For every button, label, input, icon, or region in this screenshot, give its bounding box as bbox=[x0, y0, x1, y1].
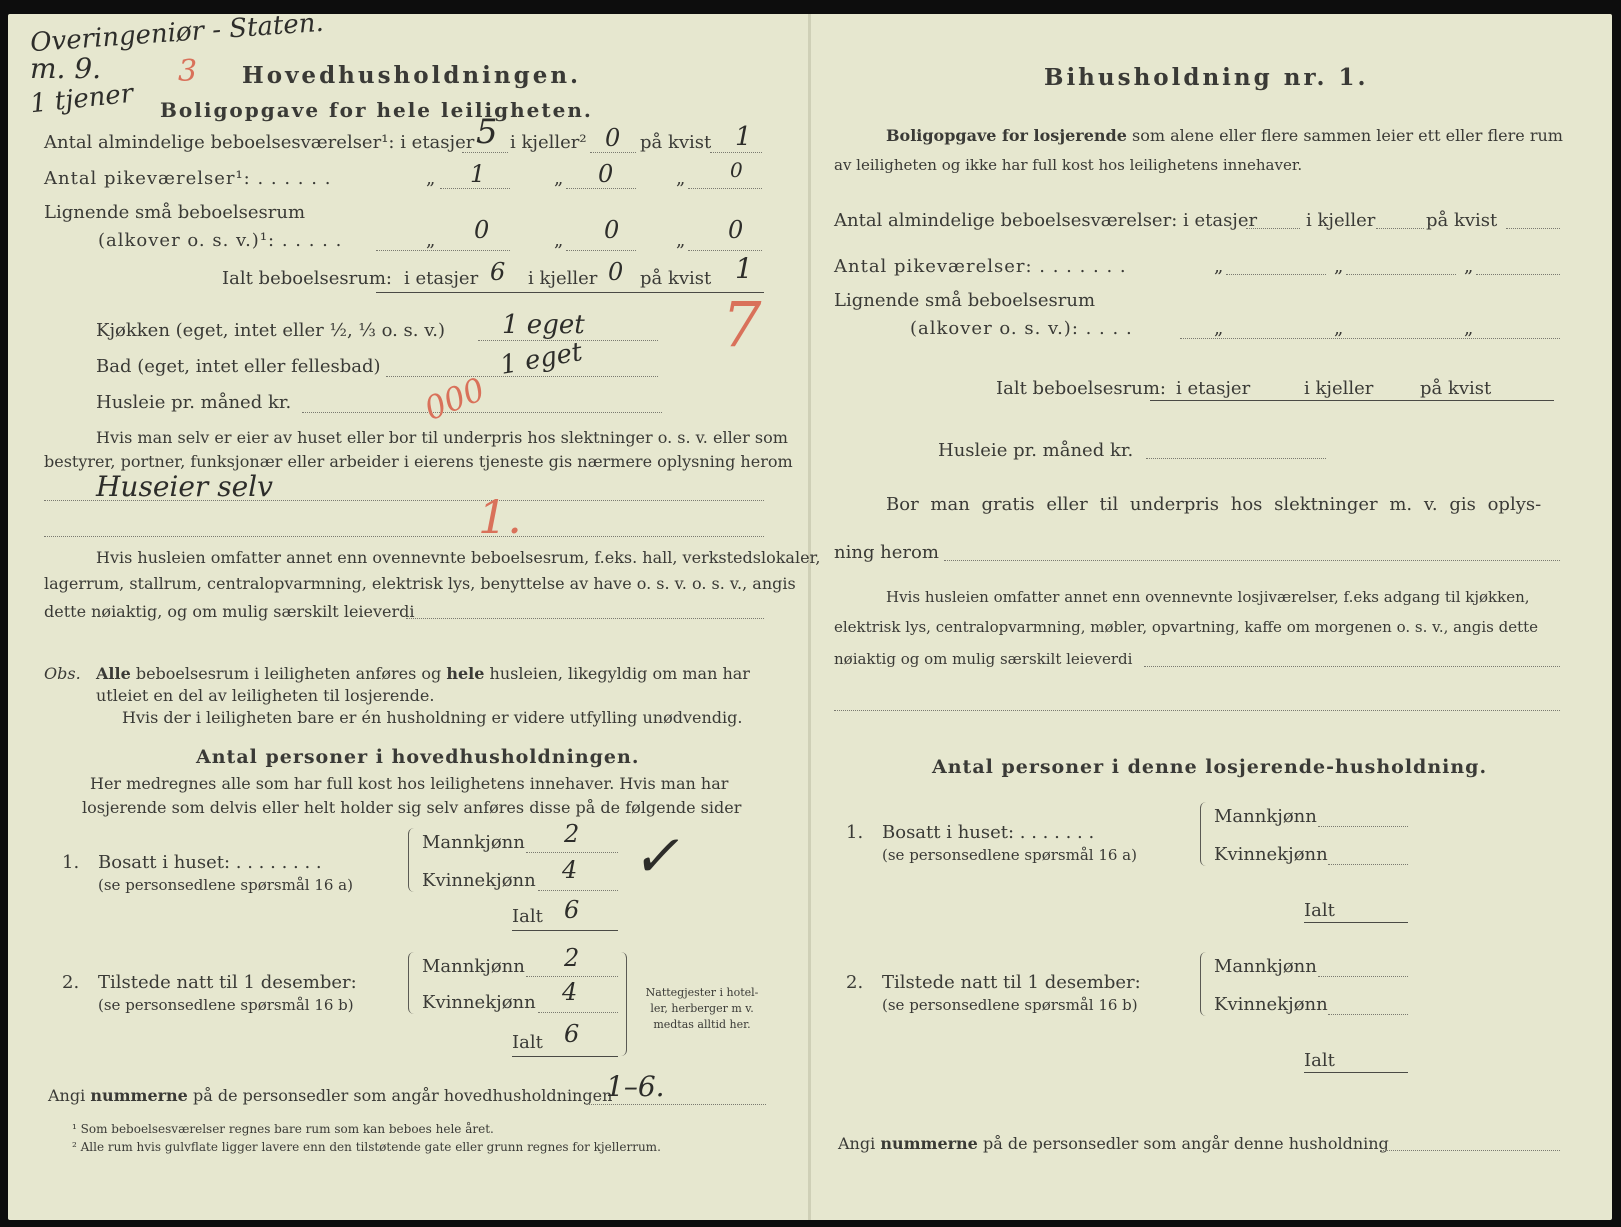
ialt-kjeller-label: i kjeller bbox=[528, 268, 598, 289]
r-gratis-line bbox=[944, 560, 1560, 561]
q1-kvinne-value: 4 bbox=[562, 856, 578, 884]
q1-kvinne-line bbox=[538, 890, 618, 891]
row2-label: Antal pikeværelser¹: . . . . . . bbox=[44, 168, 332, 189]
r-row2-q3: „ bbox=[1464, 256, 1474, 277]
row3-q2: „ bbox=[554, 230, 564, 251]
bad-label: Bad (eget, intet eller fellesbad) bbox=[96, 356, 381, 377]
r-husleie-line bbox=[1146, 458, 1326, 459]
r-ialt-etasjer: i etasjer bbox=[1176, 378, 1251, 399]
obs-hele: hele bbox=[446, 664, 485, 683]
row2-line3 bbox=[688, 188, 762, 189]
q2-sub: (se personsedlene spørsmål 16 b) bbox=[98, 996, 354, 1014]
r-q2-ialt-label: Ialt bbox=[1304, 1050, 1335, 1071]
q2-brace bbox=[408, 952, 417, 1014]
r-q2-mann-label: Mannkjønn bbox=[1214, 956, 1317, 977]
ialt-label: Ialt beboelsesrum: bbox=[222, 268, 392, 289]
row3-line3 bbox=[688, 250, 762, 251]
persons-text-2: losjerende som delvis eller helt holder sig selv anføres disse på de følgende sider bbox=[82, 798, 742, 817]
margin-note-m9: m. 9. bbox=[30, 52, 102, 85]
red-mark-7: 7 bbox=[722, 288, 762, 361]
q2-ialt-label: Ialt bbox=[512, 1032, 543, 1053]
r-angi-line bbox=[838, 1134, 1389, 1153]
row2-value1: 1 bbox=[470, 160, 486, 188]
persons-title: Antal personer i hovedhusholdningen. bbox=[196, 746, 640, 768]
r-angi-a: Angi bbox=[838, 1134, 876, 1153]
kjokken-label: Kjøkken (eget, intet eller ½, ⅓ o. s. v.) bbox=[96, 320, 445, 341]
r-row1-kvist-label: på kvist bbox=[1426, 210, 1498, 231]
husleie-red-value: 000 bbox=[419, 369, 490, 429]
intro-line-2: av leiligheten og ikke har full kost hos leilighetens innehaver. bbox=[834, 156, 1303, 174]
eier-value: Huseier selv bbox=[96, 470, 273, 503]
r-row1-kvist-line bbox=[1506, 228, 1560, 229]
q2-label: Tilstede natt til 1 desember: bbox=[98, 972, 357, 993]
r-angi-c: på de personsedler som angår denne husholdning bbox=[982, 1134, 1389, 1153]
r-row3-label-b: (alkover o. s. v.): . . . . bbox=[910, 318, 1133, 339]
r-angi-nummerne: nummerne bbox=[880, 1134, 978, 1153]
obs-text-1b: beboelsesrum i leiligheten anføres og bbox=[135, 664, 442, 683]
intro-rest: som alene eller flere sammen leier ett eller flere rum bbox=[1131, 126, 1563, 145]
page-fold bbox=[808, 14, 811, 1220]
r-row3-q2: „ bbox=[1334, 318, 1344, 339]
r-row1-kjeller-label: i kjeller bbox=[1306, 210, 1376, 231]
r-row3-q1: „ bbox=[1214, 318, 1224, 339]
eier-text-1: Hvis man selv er eier av huset eller bor til underpris hos slektninger o. s. v. eller som bbox=[96, 428, 788, 447]
natt-note-3: medtas alltid her. bbox=[653, 1018, 751, 1031]
left-title: Hovedhusholdningen. bbox=[242, 62, 582, 89]
row1-kvist-value: 1 bbox=[735, 122, 752, 152]
obs-label: Obs. bbox=[44, 664, 81, 683]
natt-note-2: ler, herberger m v. bbox=[650, 1002, 754, 1015]
obs-alle: Alle bbox=[96, 664, 131, 683]
row2-q1: „ bbox=[426, 168, 436, 189]
q1-mann-line bbox=[526, 852, 618, 853]
r-q2-sub: (se personsedlene spørsmål 16 b) bbox=[882, 996, 1138, 1014]
r-omf-1: Hvis husleien omfatter annet enn ovennevnte losjiværelser, f.eks adgang til kjøkken, bbox=[886, 588, 1530, 606]
row3-value3: 0 bbox=[728, 216, 744, 244]
intro-bold: Boligopgave for losjerende bbox=[886, 126, 1127, 145]
row3-value1: 0 bbox=[474, 216, 490, 244]
ialt-kvist-label: på kvist bbox=[640, 268, 712, 289]
r-row2-q2: „ bbox=[1334, 256, 1344, 277]
omf-text-2: lagerrum, stallrum, centralopvarmning, elektrisk lys, benyttelse av have o. s. v. o. s. v., angis bbox=[44, 574, 796, 593]
r-angi-value-line bbox=[1380, 1150, 1560, 1151]
q2-mann-value: 2 bbox=[564, 944, 580, 972]
q1-sub: (se personsedlene spørsmål 16 a) bbox=[98, 876, 353, 894]
r-row2-line2 bbox=[1346, 274, 1456, 275]
eier-line-2 bbox=[44, 536, 764, 537]
row2-line1 bbox=[440, 188, 510, 189]
r-q1-kvinne-label: Kvinnekjønn bbox=[1214, 844, 1328, 865]
ialt-underline bbox=[376, 292, 764, 293]
eier-text-2: bestyrer, portner, funksjonær eller arbeider i eierens tjeneste gis nærmere oplysning herom bbox=[44, 452, 793, 471]
r-row2-line3 bbox=[1476, 274, 1560, 275]
row1-kvist-line bbox=[710, 152, 762, 153]
r-q1-kvinne-line bbox=[1328, 864, 1408, 865]
obs-text-1d: husleien, likegyldig om man har bbox=[489, 664, 750, 683]
row1-kjeller-label: i kjeller² bbox=[510, 132, 587, 153]
footnote-1: ¹ Som beboelsesværelser regnes bare rum som kan beboes hele året. bbox=[72, 1122, 494, 1136]
r-row3-label-a: Lignende små beboelsesrum bbox=[834, 290, 1096, 311]
q1-brace bbox=[408, 828, 417, 892]
r-row2-label: Antal pikeværelser: . . . . . . . bbox=[834, 256, 1127, 277]
ialt-etasjer-label: i etasjer bbox=[404, 268, 479, 289]
footnote-2: ² Alle rum hvis gulvflate ligger lavere enn den tilstøtende gate eller grunn regnes for kjellerrum. bbox=[72, 1140, 661, 1154]
husleie-line bbox=[302, 412, 662, 413]
left-subtitle: Boligopgave for hele leiligheten. bbox=[160, 98, 593, 122]
ialt-kvist-value: 1 bbox=[735, 252, 753, 285]
r-q1-brace bbox=[1200, 802, 1209, 866]
right-title: Bihusholdning nr. 1. bbox=[1044, 64, 1369, 91]
row3-label-b: (alkover o. s. v.)¹: . . . . . bbox=[98, 230, 343, 251]
row2-line2 bbox=[566, 188, 636, 189]
angi-a: Angi bbox=[48, 1086, 86, 1105]
r-omf-line-2 bbox=[834, 710, 1560, 711]
q2-mann-line bbox=[526, 976, 618, 977]
angi-c: på de personsedler som angår hovedhusholdningen bbox=[192, 1086, 613, 1105]
q2-right-brace bbox=[616, 952, 627, 1056]
r-row1-kjeller-line bbox=[1376, 228, 1424, 229]
row3-line1 bbox=[376, 250, 510, 251]
r-q2-kvinne-line bbox=[1328, 1014, 1408, 1015]
bad-value: 1 eget bbox=[498, 337, 585, 381]
angi-line bbox=[48, 1086, 612, 1105]
row1-kjeller-line bbox=[590, 152, 636, 153]
check-mark: ✓ bbox=[628, 822, 692, 890]
row3-line2 bbox=[566, 250, 636, 251]
r-gratis-1: Bor man gratis eller til underpris hos slektninger m. v. gis oplys- bbox=[886, 494, 1542, 515]
row1-label: Antal almindelige beboelsesværelser¹: i etasjer bbox=[44, 132, 475, 153]
q2-kvinne-label: Kvinnekjønn bbox=[422, 992, 536, 1013]
q2-ialt-value: 6 bbox=[564, 1020, 580, 1048]
r-row2-q1: „ bbox=[1214, 256, 1224, 277]
r-row1-etasjer-line bbox=[1246, 228, 1300, 229]
q1-label: Bosatt i huset: . . . . . . . . bbox=[98, 852, 322, 873]
q2-mann-label: Mannkjønn bbox=[422, 956, 525, 977]
angi-value: 1–6. bbox=[606, 1070, 665, 1103]
r-row2-line1 bbox=[1226, 274, 1326, 275]
angi-nummerne: nummerne bbox=[90, 1086, 188, 1105]
r-persons-title: Antal personer i denne losjerende-husholdning. bbox=[932, 756, 1488, 778]
row1-etasjer-value: 5 bbox=[476, 112, 498, 152]
r-omf-2: elektrisk lys, centralopvarmning, møbler, opvartning, kaffe om morgenen o. s. v., angis dette bbox=[834, 618, 1539, 636]
r-q2-number: 2. bbox=[846, 972, 864, 993]
r-q2-label: Tilstede natt til 1 desember: bbox=[882, 972, 1141, 993]
persons-text-1: Her medregnes alle som har full kost hos leilighetens innehaver. Hvis man har bbox=[90, 774, 729, 793]
ialt-etasjer-value: 6 bbox=[490, 258, 506, 286]
r-q1-ialt-underline bbox=[1304, 922, 1408, 923]
q1-ialt-label: Ialt bbox=[512, 906, 543, 927]
r-q1-label: Bosatt i huset: . . . . . . . bbox=[882, 822, 1095, 843]
ialt-kjeller-value: 0 bbox=[608, 258, 624, 286]
row1-etasjer-line bbox=[462, 152, 508, 153]
r-q1-number: 1. bbox=[846, 822, 864, 843]
row2-q2: „ bbox=[554, 168, 564, 189]
q2-kvinne-value: 4 bbox=[562, 978, 578, 1006]
r-gratis-2: ning herom bbox=[834, 542, 939, 563]
r-q1-ialt-label: Ialt bbox=[1304, 900, 1335, 921]
r-omf-line-1 bbox=[1144, 666, 1560, 667]
r-q1-mann-line bbox=[1318, 826, 1408, 827]
husleie-label: Husleie pr. måned kr. bbox=[96, 392, 292, 413]
r-husleie-label: Husleie pr. måned kr. bbox=[938, 440, 1134, 461]
omf-text-1: Hvis husleien omfatter annet enn ovennevnte beboelsesrum, f.eks. hall, verkstedslokaler, bbox=[96, 548, 821, 567]
r-row1-label: Antal almindelige beboelsesværelser: i etasjer bbox=[834, 210, 1258, 231]
r-q2-kvinne-label: Kvinnekjønn bbox=[1214, 994, 1328, 1015]
q2-kvinne-line bbox=[538, 1012, 618, 1013]
omf-text-3: dette nøiaktig, og om mulig særskilt leieverdi bbox=[44, 602, 415, 621]
r-ialt-kjeller: i kjeller bbox=[1304, 378, 1374, 399]
row3-q3: „ bbox=[676, 230, 686, 251]
r-q2-brace bbox=[1200, 952, 1209, 1016]
r-ialt-underline bbox=[1150, 400, 1554, 401]
r-ialt-label: Ialt beboelsesrum: bbox=[996, 378, 1166, 399]
q1-mann-value: 2 bbox=[564, 820, 580, 848]
obs-text-3: Hvis der i leiligheten bare er én husholdning er videre utfylling unødvendig. bbox=[122, 708, 743, 727]
margin-note-title: Overingeniør - Staten. bbox=[29, 7, 325, 59]
margin-note-tjener: 1 tjener bbox=[28, 78, 135, 120]
r-row3-q3: „ bbox=[1464, 318, 1474, 339]
red-mark-1: 1. bbox=[478, 490, 522, 544]
q1-kvinne-label: Kvinnekjønn bbox=[422, 870, 536, 891]
r-row3-line bbox=[1180, 338, 1560, 339]
r-q2-mann-line bbox=[1318, 976, 1408, 977]
row1-kjeller-value: 0 bbox=[605, 124, 621, 152]
obs-text-2: utleiet en del av leiligheten til losjerende. bbox=[96, 686, 435, 705]
row3-q1: „ bbox=[426, 230, 436, 251]
q2-ialt-underline bbox=[512, 1056, 618, 1057]
row3-value2: 0 bbox=[604, 216, 620, 244]
kjokken-value: 1 eget bbox=[502, 310, 585, 340]
q2-number: 2. bbox=[62, 972, 80, 993]
natt-note-1: Nattegjester i hotel- bbox=[645, 986, 759, 999]
intro-line-1 bbox=[886, 126, 1563, 145]
q1-mann-label: Mannkjønn bbox=[422, 832, 525, 853]
q1-ialt-value: 6 bbox=[564, 896, 580, 924]
angi-value-line bbox=[586, 1104, 766, 1105]
r-ialt-kvist: på kvist bbox=[1420, 378, 1492, 399]
q1-number: 1. bbox=[62, 852, 80, 873]
q1-ialt-underline bbox=[512, 930, 618, 931]
obs-line-1 bbox=[96, 664, 750, 683]
row2-value2: 0 bbox=[598, 160, 614, 188]
r-q1-mann-label: Mannkjønn bbox=[1214, 806, 1317, 827]
r-q1-sub: (se personsedlene spørsmål 16 a) bbox=[882, 846, 1137, 864]
row2-value3: 0 bbox=[730, 158, 743, 182]
r-omf-3: nøiaktig og om mulig særskilt leieverdi bbox=[834, 650, 1133, 668]
r-q2-ialt-underline bbox=[1304, 1072, 1408, 1073]
row3-label-a: Lignende små beboelsesrum bbox=[44, 202, 306, 223]
row2-q3: „ bbox=[676, 168, 686, 189]
omf-line bbox=[406, 618, 764, 619]
row1-kvist-label: på kvist bbox=[640, 132, 712, 153]
red-mark-3: 3 bbox=[178, 54, 198, 89]
